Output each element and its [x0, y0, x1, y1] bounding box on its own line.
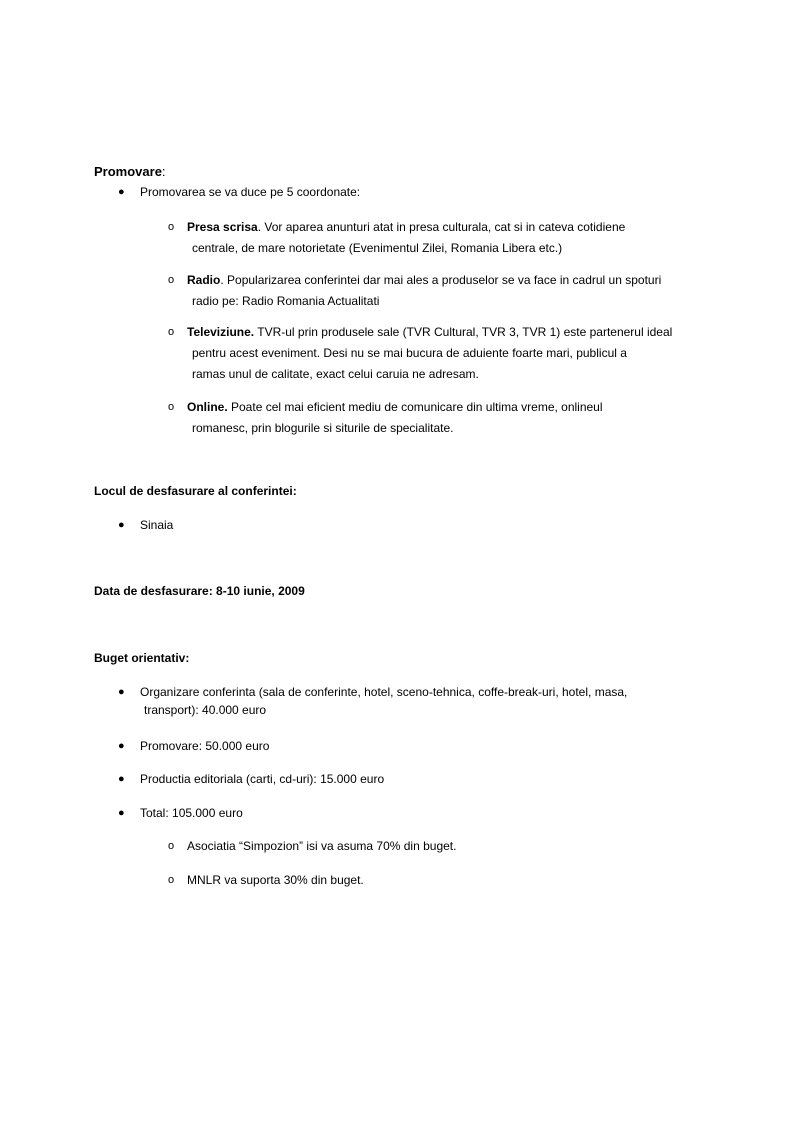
section-heading-promovare	[94, 164, 166, 179]
buget-item-text: Organizare conferinta (sala de conferinte, hotel, sceno-tehnica, coffe-break-uri, hotel, masa,	[140, 685, 628, 699]
channel-text: . Popularizarea conferintei dar mai ales a produselor se va face in cadrul un spoturi	[220, 273, 662, 287]
buget-item-text: Productia editoriala (carti, cd-uri): 15.000 euro	[140, 772, 385, 786]
channel-name: Presa scrisa	[187, 220, 258, 234]
list-item	[118, 516, 702, 534]
buget-item-text: Promovare: 50.000 euro	[140, 739, 270, 753]
bullet-marker: ●	[118, 686, 125, 698]
list-item	[118, 183, 702, 201]
section-heading-locul: Locul de desfasurare al conferintei:	[94, 484, 297, 498]
list-item-televiziune	[168, 322, 702, 385]
list-item-buget-productia	[118, 770, 702, 788]
list-item-online	[168, 397, 702, 439]
split-text: Asociatia “Simpozion” isi va asuma 70% din buget.	[187, 839, 457, 853]
channel-name: Online.	[187, 400, 228, 414]
locul-value: Sinaia	[140, 518, 174, 532]
channel-text: Poate cel mai eficient mediu de comunicare din ultima vreme, onlineul	[227, 400, 603, 414]
bullet-marker: ●	[118, 740, 125, 752]
buget-item-text: Total: 105.000 euro	[140, 806, 243, 820]
channel-name: Radio	[187, 273, 221, 287]
channel-text: TVR-ul prin produsele sale (TVR Cultural, TVR 3, TVR 1) este partenerul ideal	[254, 325, 673, 339]
buget-item-text-cont: transport): 40.000 euro	[144, 703, 267, 717]
channel-text-cont: romanesc, prin blogurile si siturile de specialitate.	[192, 421, 454, 435]
list-item-buget-organizare	[118, 683, 702, 719]
bullet-marker: ●	[118, 807, 125, 819]
channel-text: . Vor aparea anunturi atat in presa culturala, cat si in cateva cotidiene	[257, 220, 626, 234]
sub-bullet-marker: o	[168, 874, 175, 886]
sub-bullet-marker: o	[168, 401, 175, 413]
list-item-split-mnlr	[168, 870, 702, 891]
sub-bullet-marker: o	[168, 326, 175, 338]
channel-text-cont: radio pe: Radio Romania Actualitati	[192, 294, 380, 308]
list-item-buget-total	[118, 804, 702, 822]
sub-bullet-marker: o	[168, 274, 175, 286]
bullet-marker: ●	[118, 186, 125, 198]
section-heading-data: Data de desfasurare: 8-10 iunie, 2009	[94, 584, 305, 598]
channel-text-cont: centrale, de mare notorietate (Evenimentul Zilei, Romania Libera etc.)	[192, 241, 563, 255]
split-text: MNLR va suporta 30% din buget.	[187, 873, 364, 887]
sub-bullet-marker: o	[168, 221, 175, 233]
promovare-title: Promovare	[94, 164, 162, 179]
bullet-marker: ●	[118, 519, 125, 531]
list-item-presa-scrisa	[168, 217, 702, 259]
channel-text-cont: ramas unul de calitate, exact celui caruia ne adresam.	[192, 367, 479, 381]
promovare-title-colon: :	[161, 164, 166, 179]
list-item-radio	[168, 270, 702, 312]
bullet-marker: ●	[118, 773, 125, 785]
promovare-intro: Promovarea se va duce pe 5 coordonate:	[140, 185, 361, 199]
section-heading-buget: Buget orientativ:	[94, 651, 190, 665]
channel-text-cont: pentru acest eveniment. Desi nu se mai bucura de aduiente foarte mari, publicul a	[192, 346, 627, 360]
list-item-buget-promovare	[118, 737, 702, 755]
channel-name: Televiziune.	[187, 325, 255, 339]
sub-bullet-marker: o	[168, 840, 175, 852]
list-item-split-simpozion	[168, 836, 702, 857]
